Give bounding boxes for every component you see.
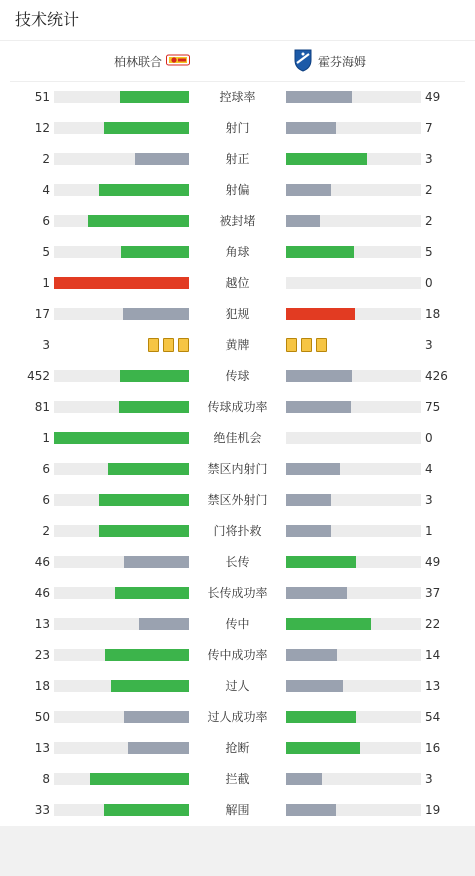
stat-row (0, 237, 475, 268)
home-value: 1 (42, 431, 50, 445)
stat-label: 绝佳机会 (213, 431, 262, 445)
home-value: 13 (34, 617, 50, 631)
stat-label: 过人 (225, 679, 250, 693)
away-value: 49 (425, 90, 441, 104)
away-value: 54 (425, 710, 441, 724)
home-bar (104, 804, 189, 816)
stat-row (0, 702, 475, 733)
stat-label: 抢断 (225, 741, 250, 755)
away-bar-track (286, 215, 421, 227)
away-bar (286, 680, 343, 692)
away-value: 16 (425, 741, 441, 755)
away-value: 426 (425, 369, 448, 383)
home-value: 17 (34, 307, 50, 321)
home-value: 8 (42, 772, 50, 786)
home-bar-track (54, 370, 189, 382)
away-bar-track (286, 587, 421, 599)
away-bar (286, 91, 352, 103)
home-bar-track (54, 587, 189, 599)
home-bar (128, 742, 189, 754)
home-bar (108, 463, 189, 475)
home-bar (120, 91, 189, 103)
home-team[interactable] (114, 51, 190, 71)
home-value: 3 (42, 338, 50, 352)
stat-row (0, 144, 475, 175)
away-bar-track (286, 649, 421, 661)
yellow-card-icon (286, 338, 297, 352)
away-bar (286, 153, 367, 165)
stat-label: 被封堵 (219, 214, 256, 228)
home-team-name: 柏林联合 (113, 54, 162, 69)
away-bar-track (286, 618, 421, 630)
away-bar-track (286, 401, 421, 413)
home-bar-track (54, 618, 189, 630)
away-bar-track (286, 711, 421, 723)
stat-label: 传中 (225, 617, 250, 631)
away-value: 3 (425, 772, 433, 786)
stat-label: 犯规 (225, 307, 250, 321)
away-bar-track (286, 277, 421, 289)
home-bar (99, 494, 189, 506)
stat-row (0, 516, 475, 547)
away-value: 37 (425, 586, 441, 600)
away-bar (286, 308, 355, 320)
home-bar (90, 773, 189, 785)
away-bar-track (286, 463, 421, 475)
stat-row (0, 330, 475, 361)
home-bar-track (54, 773, 189, 785)
away-bar (286, 556, 356, 568)
home-bar (111, 680, 189, 692)
home-value: 4 (42, 183, 50, 197)
stat-row (0, 206, 475, 237)
away-bar-track (286, 556, 421, 568)
stat-row (0, 671, 475, 702)
home-bar-track (54, 463, 189, 475)
away-value: 3 (425, 338, 433, 352)
away-bar (286, 370, 352, 382)
home-bar-track (54, 153, 189, 165)
yellow-card-icon (301, 338, 312, 352)
stat-label: 过人成功率 (207, 710, 268, 724)
away-bar (286, 742, 360, 754)
stat-label: 黄牌 (225, 338, 250, 352)
away-bar (286, 525, 331, 537)
away-bar (286, 184, 331, 196)
away-bar-track (286, 525, 421, 537)
stat-row (0, 82, 475, 113)
stat-label: 禁区外射门 (207, 493, 268, 507)
stat-label: 长传 (225, 555, 250, 569)
stat-row (0, 268, 475, 299)
stat-label: 射正 (225, 152, 250, 166)
away-bar-track (286, 122, 421, 134)
home-bar (54, 277, 189, 289)
away-bar-track (286, 246, 421, 258)
away-bar-track (286, 370, 421, 382)
away-bar-track (286, 432, 421, 444)
home-bar (135, 153, 189, 165)
home-bar-track (54, 215, 189, 227)
away-bar (286, 215, 320, 227)
away-value: 4 (425, 462, 433, 476)
home-value: 81 (34, 400, 50, 414)
away-bar-track (286, 184, 421, 196)
home-bar-track (54, 742, 189, 754)
home-bar (115, 587, 189, 599)
stat-row (0, 609, 475, 640)
home-bar (99, 525, 189, 537)
home-value: 2 (42, 152, 50, 166)
away-bar (286, 122, 336, 134)
home-bar-track (54, 556, 189, 568)
away-bar (286, 401, 351, 413)
home-value: 23 (34, 648, 50, 662)
stat-row (0, 454, 475, 485)
hoffenheim-logo-icon (292, 48, 314, 75)
stat-label: 解围 (225, 803, 250, 817)
home-bar (119, 401, 189, 413)
stat-row (0, 640, 475, 671)
home-bar-track (54, 184, 189, 196)
stat-row (0, 361, 475, 392)
away-value: 2 (425, 214, 433, 228)
away-value: 2 (425, 183, 433, 197)
yellow-card-icon (148, 338, 159, 352)
home-value: 12 (34, 121, 50, 135)
away-bar-track (286, 742, 421, 754)
stat-label: 角球 (225, 245, 250, 259)
away-bar (286, 463, 340, 475)
away-bar (286, 649, 337, 661)
away-yellow-cards (286, 338, 327, 352)
stat-label: 传球成功率 (207, 400, 268, 414)
away-value: 0 (425, 276, 433, 290)
home-bar-track (54, 401, 189, 413)
stat-row (0, 175, 475, 206)
away-bar (286, 773, 322, 785)
stat-label: 控球率 (219, 90, 256, 104)
stat-label: 禁区内射门 (207, 462, 268, 476)
stat-label: 射门 (225, 121, 250, 135)
away-value: 0 (425, 431, 433, 445)
home-bar (124, 556, 189, 568)
teams-header (0, 41, 475, 81)
home-bar-track (54, 804, 189, 816)
away-value: 7 (425, 121, 433, 135)
home-value: 33 (34, 803, 50, 817)
union-berlin-logo-icon (166, 54, 190, 69)
yellow-card-icon (316, 338, 327, 352)
stat-row (0, 547, 475, 578)
home-bar (54, 432, 189, 444)
home-bar-track (54, 680, 189, 692)
away-value: 22 (425, 617, 441, 631)
away-bar-track (286, 91, 421, 103)
home-bar (105, 649, 189, 661)
stat-label: 门将扑救 (213, 524, 262, 538)
away-value: 13 (425, 679, 441, 693)
away-bar (286, 587, 347, 599)
home-value: 6 (42, 493, 50, 507)
away-bar-track (286, 494, 421, 506)
away-bar (286, 494, 331, 506)
home-bar-track (54, 246, 189, 258)
stat-label: 传中成功率 (207, 648, 268, 662)
home-value: 1 (42, 276, 50, 290)
stat-row (0, 392, 475, 423)
home-bar (124, 711, 189, 723)
home-value: 46 (34, 586, 50, 600)
home-bar (139, 618, 189, 630)
stat-row (0, 113, 475, 144)
away-value: 1 (425, 524, 433, 538)
stat-row (0, 795, 475, 826)
home-bar (88, 215, 189, 227)
home-bar-track (54, 649, 189, 661)
away-team[interactable] (292, 49, 366, 73)
stat-label: 传球 (225, 369, 250, 383)
home-bar (123, 308, 189, 320)
away-bar-track (286, 308, 421, 320)
home-value: 18 (34, 679, 50, 693)
yellow-card-icon (178, 338, 189, 352)
home-value: 6 (42, 462, 50, 476)
home-bar-track (54, 494, 189, 506)
away-value: 49 (425, 555, 441, 569)
stat-label: 越位 (225, 276, 250, 290)
page-title: 技术统计 (15, 10, 80, 29)
yellow-card-icon (163, 338, 174, 352)
home-value: 452 (27, 369, 50, 383)
home-bar (99, 184, 189, 196)
away-value: 3 (425, 493, 433, 507)
stat-row (0, 423, 475, 454)
home-bar-track (54, 122, 189, 134)
stat-row (0, 578, 475, 609)
stat-row (0, 733, 475, 764)
home-value: 13 (34, 741, 50, 755)
home-bar-track (54, 711, 189, 723)
away-bar (286, 618, 371, 630)
home-value: 50 (34, 710, 50, 724)
away-bar-track (286, 804, 421, 816)
home-bar-track (54, 525, 189, 537)
home-bar (104, 122, 189, 134)
away-bar-track (286, 153, 421, 165)
away-value: 18 (425, 307, 441, 321)
away-value: 75 (425, 400, 441, 414)
home-bar (121, 246, 189, 258)
away-value: 19 (425, 803, 441, 817)
stat-row (0, 764, 475, 795)
away-value: 3 (425, 152, 433, 166)
home-bar (120, 370, 189, 382)
away-team-name: 霍芬海姆 (318, 54, 367, 69)
stat-label: 长传成功率 (207, 586, 268, 600)
home-value: 51 (34, 90, 50, 104)
away-bar (286, 804, 336, 816)
stat-label: 拦截 (225, 772, 250, 786)
away-bar-track (286, 680, 421, 692)
stat-row (0, 485, 475, 516)
away-bar (286, 711, 356, 723)
home-yellow-cards (148, 338, 189, 352)
away-value: 14 (425, 648, 441, 662)
home-bar-track (54, 277, 189, 289)
away-bar-track (286, 773, 421, 785)
home-bar-track (54, 432, 189, 444)
stats-list (0, 82, 475, 826)
home-value: 5 (42, 245, 50, 259)
away-bar (286, 246, 354, 258)
home-value: 46 (34, 555, 50, 569)
stat-label: 射偏 (225, 183, 250, 197)
home-value: 6 (42, 214, 50, 228)
home-bar-track (54, 308, 189, 320)
home-bar-track (54, 91, 189, 103)
home-value: 2 (42, 524, 50, 538)
stat-row (0, 299, 475, 330)
away-value: 5 (425, 245, 433, 259)
